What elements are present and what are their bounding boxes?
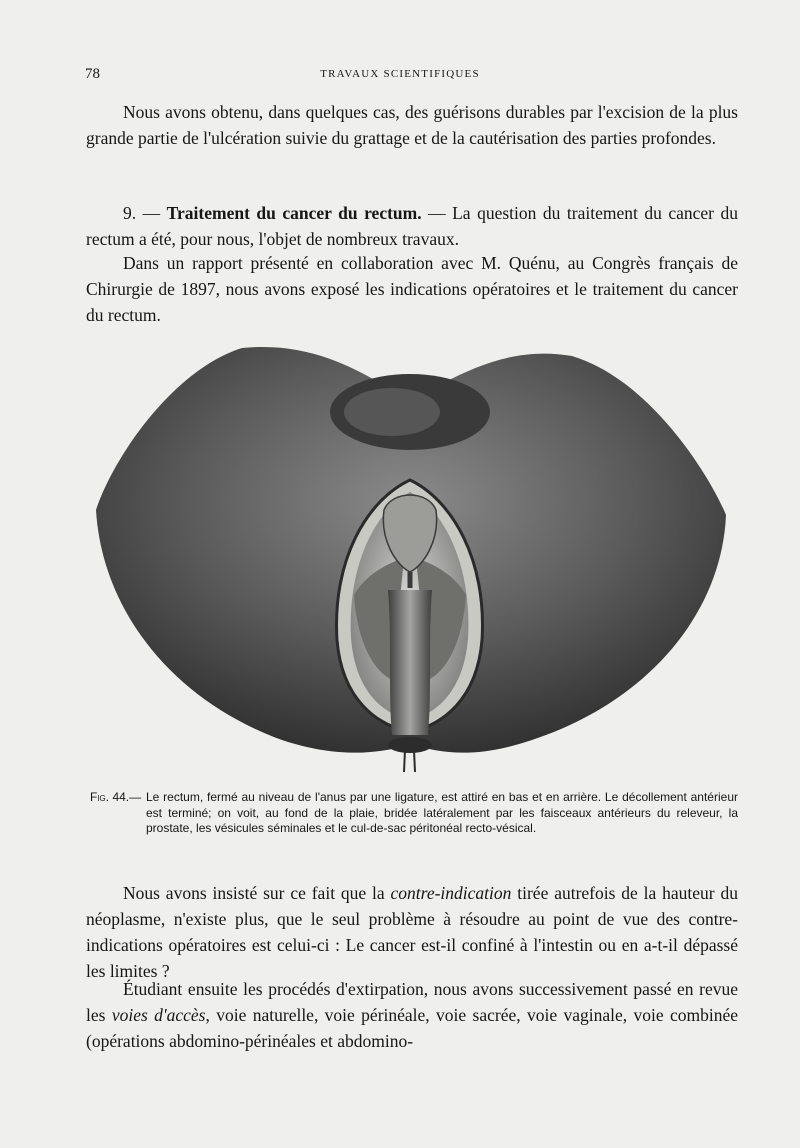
paragraph-procedures-end: , voie naturelle, voie périnéale, voie sacrée, voie vaginale, voie combinée (opérations abdomino-périnéales et abdomino- [86,1005,739,1051]
illustration-drawing [92,340,732,780]
section-title: Traitement du cancer du rectum. [166,203,422,223]
figure-label: Fig. 44.— [90,790,142,804]
paragraph-report: Dans un rapport présenté en collaboration avec M. Quénu, au Congrès français de Chirurgie de 1897, nous avons exposé les indications opératoires et le traitement du cancer du rectum. [86,253,738,325]
paragraph-procedures [86,976,738,1054]
rectum-shape [388,590,432,735]
paragraph-contra-indication [86,880,738,984]
paragraph-section-9 [86,200,738,252]
ligature-thread-left [404,750,405,772]
figure-caption-text: Le rectum, fermé au niveau de l'anus par une ligature, est attiré en bas et en arrière. Le décollement antérieur est terminé; on voit, au fond de la plaie, bridée latéralement par les faisceaux antérieurs du releveur, la prostate, les vésicules séminales et le cul-de-sac péritonéal recto-vésical. [146,790,738,835]
section-intro: — La question du traitement du cancer du rectum a été, pour nous, l'objet de nombreux travaux. [86,203,739,249]
contre-indication-term: contre-indication [390,883,512,903]
scrotum-highlight [344,388,440,436]
voies-acces-term: voies d'accès [111,1005,206,1025]
running-head: TRAVAUX SCIENTIFIQUES [320,68,480,80]
paragraph-procedures-start: Étudiant ensuite les procédés d'extirpation, nous avons successivement passé en revue les [86,979,738,1025]
figure-caption [90,790,738,837]
anatomical-illustration [92,340,732,780]
ligature-thread-right [414,750,415,772]
section-number: 9. — [123,203,161,223]
paragraph-contra-indication-start: Nous avons insisté sur ce fait que la [123,883,391,903]
paragraph-contra-indication-end: tirée autrefois de la hauteur du néoplasme, n'existe plus, que le seul problème à résoudre au point de vue des contre-indications opératoires est celui-ci : Le cancer est-il confiné à l'intestin ou en a-t-il dépassé les limites ? [86,883,738,981]
anal-ligature [388,737,432,753]
page-number: 78 [85,66,100,82]
paragraph-excision: Nous avons obtenu, dans quelques cas, des guérisons durables par l'excision de la plus grande partie de l'ulcération suivie du grattage et de la cautérisation des parties profondes. [86,102,738,148]
